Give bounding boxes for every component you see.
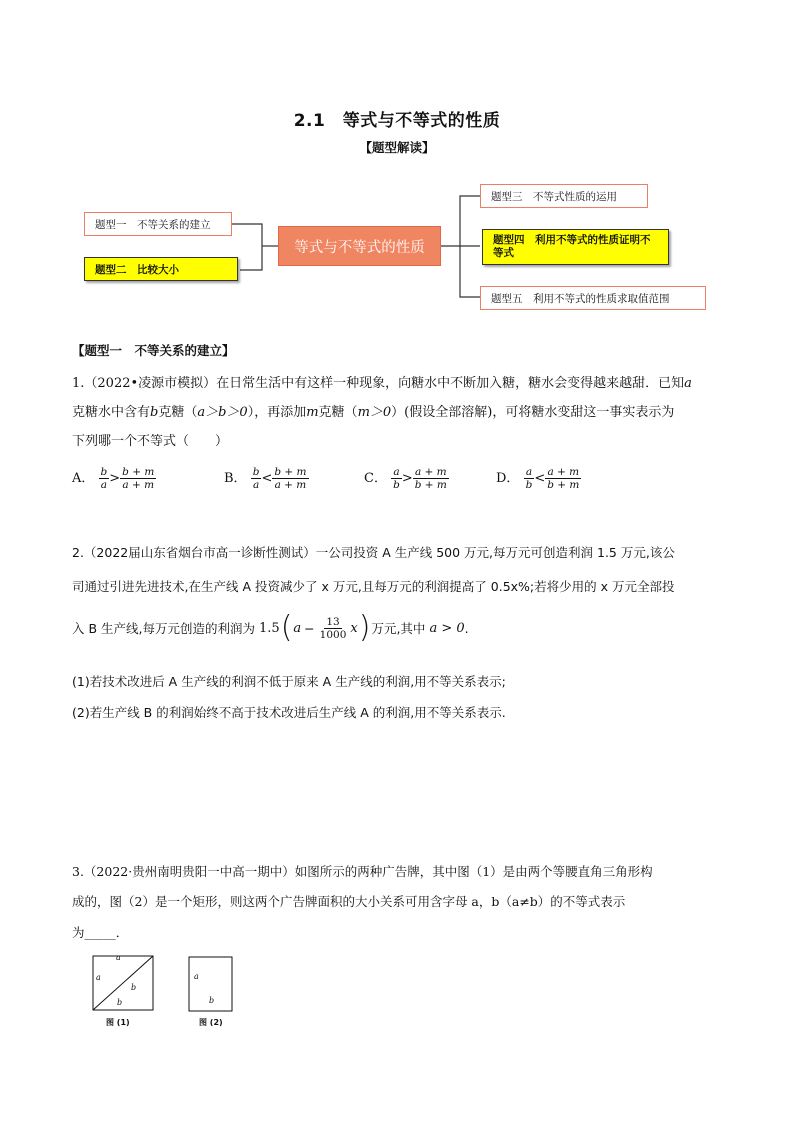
q2-cond: a > 0	[429, 620, 465, 636]
q1-text2e: ）(假设全部溶解)，可将糖水变甜这一事实表示为	[391, 405, 675, 420]
q2-sub1: (1)若技术改进后 A 生产线的利润不低于原来 A 生产线的利润,用不等关系表示;	[72, 674, 506, 689]
fraction: $\frac{b}{a}$	[252, 466, 260, 491]
fig2-label-a: a	[194, 972, 199, 981]
q2-line2: 司通过引进先进技术,在生产线 A 投资减少了 x 万元,且每万元的利润提高了 0.5x%;若将少用的 x 万元全部投	[72, 579, 675, 594]
inequality-sign: >	[401, 471, 413, 486]
fraction: $\frac{a}{b}$	[393, 466, 400, 491]
q1-text2b: 克糖（	[158, 405, 198, 420]
page-title: 2.1 等式与不等式的性质	[293, 111, 501, 131]
mindmap-node-type4	[482, 229, 669, 265]
fraction: $\frac{a}{b}$	[525, 466, 533, 491]
fig1-label-a-left: a	[96, 973, 101, 982]
q2-text3a: 入 B 生产线,每万元创造的利润为	[72, 621, 255, 636]
q3-line1: 3.（2022·贵州南明贵阳一中高一期中）如图所示的两种广告牌，其中图（1）是由两个等腰直角三角形构	[72, 864, 653, 879]
q3-line2: 成的，图（2）是一个矩形，则这两个广告牌面积的大小关系可用含字母 a，b（a≠b）的不等式表示	[72, 894, 626, 909]
mindmap-node-type1: 题型一 不等关系的建立	[84, 212, 232, 236]
q1-var-b: b	[150, 405, 159, 420]
fraction: $\frac{b + m}{a + m}$	[122, 466, 155, 491]
section-heading: 【题型一 不等关系的建立】	[72, 343, 235, 358]
q1-option-b[interactable]	[224, 466, 309, 491]
q2-line1: 2.（2022届山东省烟台市高一诊断性测试）一公司投资 A 生产线 500 万元,每万元可创造利润 1.5 万元,该公	[72, 545, 675, 560]
q1-cond2: m＞0	[357, 405, 392, 420]
q3-line3: 为_____．	[72, 925, 129, 940]
mindmap-node-type4-label: 题型四 利用不等式的性质证明不等式	[493, 234, 651, 259]
fig1-label-b-bottom: b	[117, 998, 123, 1007]
figure-2-caption: 图 (2)	[199, 1018, 223, 1027]
figure-2-diagram	[186, 955, 236, 1015]
q1-option-c[interactable]	[364, 466, 449, 491]
q1-line3: 下列哪一个不等式（ ）	[72, 434, 229, 449]
q1-option-d[interactable]	[496, 466, 581, 491]
q1-option-a[interactable]	[72, 466, 156, 491]
option-label: D．	[496, 471, 520, 486]
q2-formula-a: a	[293, 620, 302, 636]
inequality-sign: <	[534, 471, 546, 486]
q2-text3b: 万元,其中	[371, 621, 426, 636]
fraction: $\frac{a + m}{b + m}$	[547, 466, 580, 491]
inequality-sign: >	[109, 471, 121, 486]
q1-cond1: a＞b＞0	[197, 405, 248, 420]
paren-open: (	[280, 610, 293, 645]
q2-coef: 1.5	[259, 620, 280, 636]
inequality-sign: <	[261, 471, 273, 486]
q1-text2c: ），再添加	[247, 405, 307, 420]
figure-1-diagram	[88, 952, 158, 1014]
mindmap-node-type3: 题型三 不等式性质的运用	[480, 184, 648, 208]
option-label: B．	[224, 471, 247, 486]
fig2-label-b: b	[209, 996, 215, 1005]
minus-sign: −	[304, 620, 315, 636]
q1-line1	[72, 370, 724, 398]
q2-line3	[72, 610, 732, 646]
q1-text1: 1.（2022•凌源市模拟）在日常生活中有这样一种现象，向糖水中不断加入糖，糖水会变得越来越甜．已知	[72, 376, 685, 391]
mindmap-center-node: 等式与不等式的性质	[278, 226, 441, 266]
q1-var-a: a	[684, 376, 692, 391]
mindmap-node-type2: 题型二 比较大小	[84, 257, 238, 281]
figure-1-caption: 图 (1)	[106, 1018, 130, 1027]
period: .	[464, 620, 469, 636]
page-subtitle: 【题型解读】	[359, 140, 435, 155]
fraction: $\frac{b}{a}$	[100, 466, 108, 491]
q1-line2	[72, 399, 724, 427]
mindmap-node-type5: 题型五 利用不等式的性质求取值范围	[480, 286, 706, 310]
q2-formula-x: x	[350, 620, 358, 636]
q2-sub2: (2)若生产线 B 的利润始终不高于技术改进后生产线 A 的利润,用不等关系表示.	[72, 705, 506, 720]
fraction: $\frac{a + m}{b + m}$	[414, 466, 447, 491]
q2-formula-fraction: $\frac{13}{1000}$	[319, 615, 347, 641]
option-label: A．	[72, 471, 95, 486]
fraction: $\frac{b + m}{a + m}$	[274, 466, 307, 491]
fig1-label-a-top: a	[116, 953, 121, 962]
fig1-label-b-right: b	[131, 983, 137, 992]
q1-text2a: 克糖水中含有	[72, 405, 151, 420]
q1-text2d: 克糖（	[318, 405, 358, 420]
q1-var-m: m	[306, 405, 319, 420]
paren-close: )	[358, 610, 371, 645]
option-label: C．	[364, 471, 387, 486]
